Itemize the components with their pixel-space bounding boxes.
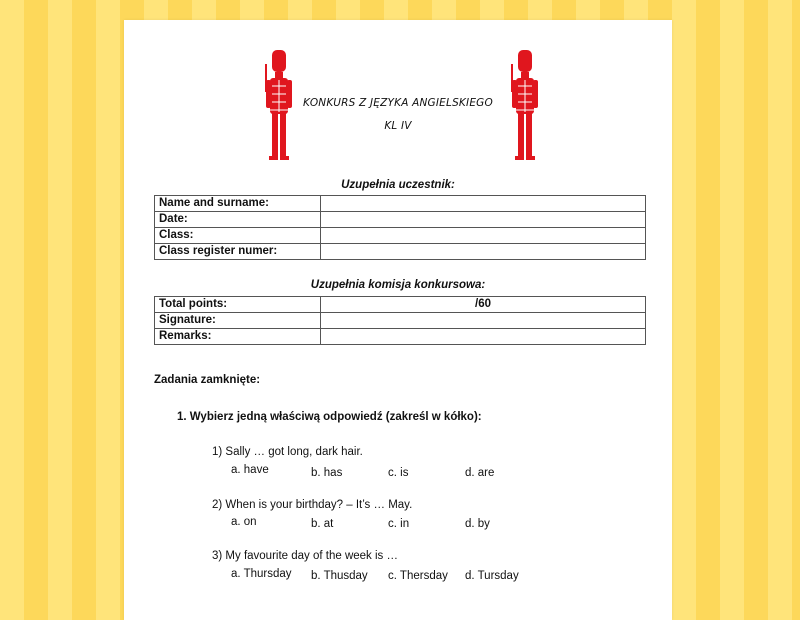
question-1-option-d[interactable]: d. are — [465, 467, 495, 479]
table-row — [155, 244, 646, 260]
table-row — [155, 196, 646, 212]
worksheet-page — [124, 20, 672, 620]
question-3-option-b[interactable]: b. Thusday — [311, 570, 368, 582]
question-3-option-a[interactable]: a. Thursday — [231, 568, 292, 580]
class-level: KL IV — [384, 120, 412, 132]
field-label: Name and surname: — [155, 196, 321, 212]
question-1-option-c[interactable]: c. is — [388, 467, 409, 479]
question-2-option-b[interactable]: b. at — [311, 518, 334, 530]
field-label: Signature: — [155, 313, 321, 329]
participant-section-heading: Uzupełnia uczestnik: — [341, 179, 455, 191]
question-1-option-b[interactable]: b. has — [311, 467, 343, 479]
table-row — [155, 228, 646, 244]
field-label: Date: — [155, 212, 321, 228]
total-points-field[interactable]: /60 — [321, 297, 646, 313]
committee-section-heading: Uzupełnia komisja konkursowa: — [310, 279, 486, 291]
table-row — [155, 212, 646, 228]
table-row — [155, 313, 646, 329]
question-2-text: 2) When is your birthday? – It’s … May. — [212, 499, 413, 511]
date-field[interactable] — [321, 212, 646, 228]
task-1-instruction: 1. Wybierz jedną właściwą odpowiedź (zakreśl w kółko): — [177, 411, 482, 423]
question-1-text: 1) Sally … got long, dark hair. — [212, 446, 363, 458]
question-2-option-c[interactable]: c. in — [388, 518, 410, 530]
question-1-option-a[interactable]: a. have — [231, 464, 269, 476]
class-field[interactable] — [321, 228, 646, 244]
closed-tasks-heading: Zadania zamknięte: — [154, 374, 261, 386]
field-label: Class: — [155, 228, 321, 244]
field-label: Class register numer: — [155, 244, 321, 260]
remarks-field[interactable] — [321, 329, 646, 345]
question-2-option-a[interactable]: a. on — [231, 516, 257, 528]
question-3-option-c[interactable]: c. Thersday — [388, 570, 448, 582]
table-row — [155, 297, 646, 313]
field-label: Remarks: — [155, 329, 321, 345]
name-surname-field[interactable] — [321, 196, 646, 212]
register-number-field[interactable] — [321, 244, 646, 260]
committee-form-table — [154, 296, 646, 345]
question-3-text: 3) My favourite day of the week is … — [212, 550, 398, 562]
question-3-option-d[interactable]: d. Tursday — [465, 570, 519, 582]
question-2-option-d[interactable]: d. by — [465, 518, 490, 530]
field-label: Total points: — [155, 297, 321, 313]
signature-field[interactable] — [321, 313, 646, 329]
contest-title: KONKURS Z JĘZYKA ANGIELSKIEGO — [303, 97, 493, 109]
table-row — [155, 329, 646, 345]
participant-form-table — [154, 195, 646, 260]
